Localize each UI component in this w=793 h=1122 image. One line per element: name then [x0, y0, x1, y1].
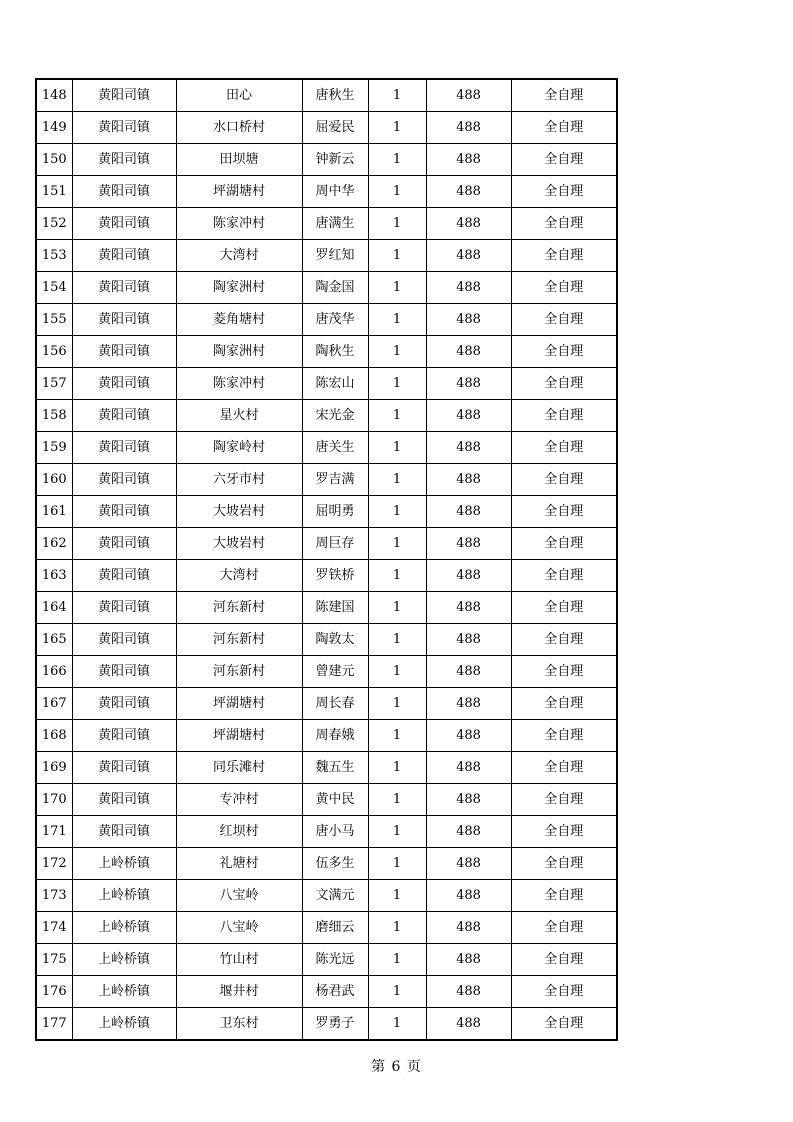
- cell-amount: 488: [426, 336, 511, 368]
- cell-serial-number: 156: [36, 336, 72, 368]
- cell-count: 1: [368, 432, 426, 464]
- cell-town: 黄阳司镇: [72, 656, 176, 688]
- cell-village: 坪湖塘村: [176, 688, 302, 720]
- cell-care-type: 全自理: [511, 528, 617, 560]
- cell-amount: 488: [426, 432, 511, 464]
- cell-serial-number: 170: [36, 784, 72, 816]
- cell-village: 陶家洲村: [176, 336, 302, 368]
- cell-person-name: 陈建国: [302, 592, 368, 624]
- cell-amount: 488: [426, 784, 511, 816]
- cell-count: 1: [368, 752, 426, 784]
- cell-person-name: 唐茂华: [302, 304, 368, 336]
- cell-village: 堰井村: [176, 976, 302, 1008]
- cell-count: 1: [368, 464, 426, 496]
- cell-person-name: 周中华: [302, 176, 368, 208]
- cell-amount: 488: [426, 912, 511, 944]
- cell-count: 1: [368, 912, 426, 944]
- cell-count: 1: [368, 240, 426, 272]
- table-row: [36, 784, 617, 816]
- table-row: [36, 528, 617, 560]
- cell-amount: 488: [426, 272, 511, 304]
- cell-serial-number: 172: [36, 848, 72, 880]
- footer-suffix: 页: [406, 1059, 422, 1075]
- cell-amount: 488: [426, 368, 511, 400]
- cell-person-name: 曾建元: [302, 656, 368, 688]
- cell-town: 黄阳司镇: [72, 624, 176, 656]
- cell-serial-number: 151: [36, 176, 72, 208]
- cell-amount: 488: [426, 656, 511, 688]
- cell-care-type: 全自理: [511, 752, 617, 784]
- table-row: [36, 688, 617, 720]
- cell-town: 黄阳司镇: [72, 240, 176, 272]
- cell-village: 八宝岭: [176, 912, 302, 944]
- cell-serial-number: 175: [36, 944, 72, 976]
- cell-person-name: 唐关生: [302, 432, 368, 464]
- cell-person-name: 罗吉满: [302, 464, 368, 496]
- cell-town: 黄阳司镇: [72, 304, 176, 336]
- cell-serial-number: 153: [36, 240, 72, 272]
- cell-village: 坪湖塘村: [176, 176, 302, 208]
- cell-village: 河东新村: [176, 624, 302, 656]
- cell-amount: 488: [426, 944, 511, 976]
- table-row: [36, 560, 617, 592]
- cell-town: 黄阳司镇: [72, 400, 176, 432]
- table-row: [36, 656, 617, 688]
- cell-care-type: 全自理: [511, 656, 617, 688]
- cell-amount: 488: [426, 528, 511, 560]
- cell-serial-number: 167: [36, 688, 72, 720]
- table-row: [36, 880, 617, 912]
- cell-count: 1: [368, 304, 426, 336]
- cell-count: 1: [368, 688, 426, 720]
- cell-count: 1: [368, 656, 426, 688]
- cell-count: 1: [368, 816, 426, 848]
- cell-serial-number: 164: [36, 592, 72, 624]
- cell-care-type: 全自理: [511, 304, 617, 336]
- cell-serial-number: 148: [36, 79, 72, 112]
- cell-count: 1: [368, 1008, 426, 1041]
- cell-amount: 488: [426, 79, 511, 112]
- cell-amount: 488: [426, 720, 511, 752]
- cell-amount: 488: [426, 240, 511, 272]
- cell-serial-number: 152: [36, 208, 72, 240]
- cell-amount: 488: [426, 496, 511, 528]
- cell-amount: 488: [426, 752, 511, 784]
- cell-count: 1: [368, 560, 426, 592]
- cell-amount: 488: [426, 176, 511, 208]
- footer-prefix: 第: [371, 1059, 387, 1075]
- cell-count: 1: [368, 144, 426, 176]
- cell-person-name: 杨君武: [302, 976, 368, 1008]
- cell-person-name: 陶秋生: [302, 336, 368, 368]
- cell-count: 1: [368, 79, 426, 112]
- cell-count: 1: [368, 720, 426, 752]
- cell-count: 1: [368, 272, 426, 304]
- cell-person-name: 魏五生: [302, 752, 368, 784]
- cell-town: 上岭桥镇: [72, 1008, 176, 1041]
- cell-count: 1: [368, 976, 426, 1008]
- page-number: 6: [391, 1059, 402, 1075]
- cell-village: 礼塘村: [176, 848, 302, 880]
- cell-care-type: 全自理: [511, 848, 617, 880]
- cell-care-type: 全自理: [511, 464, 617, 496]
- table-row: [36, 496, 617, 528]
- cell-count: 1: [368, 784, 426, 816]
- roster-body: [36, 79, 617, 1040]
- cell-serial-number: 169: [36, 752, 72, 784]
- cell-town: 上岭桥镇: [72, 944, 176, 976]
- cell-town: 黄阳司镇: [72, 816, 176, 848]
- cell-care-type: 全自理: [511, 176, 617, 208]
- cell-amount: 488: [426, 112, 511, 144]
- cell-serial-number: 155: [36, 304, 72, 336]
- cell-care-type: 全自理: [511, 208, 617, 240]
- cell-town: 黄阳司镇: [72, 176, 176, 208]
- cell-village: 同乐滩村: [176, 752, 302, 784]
- cell-person-name: 屈爱民: [302, 112, 368, 144]
- cell-serial-number: 177: [36, 1008, 72, 1041]
- table-row: [36, 112, 617, 144]
- cell-town: 黄阳司镇: [72, 112, 176, 144]
- cell-serial-number: 165: [36, 624, 72, 656]
- table-row: [36, 816, 617, 848]
- cell-town: 黄阳司镇: [72, 560, 176, 592]
- cell-person-name: 陈宏山: [302, 368, 368, 400]
- cell-care-type: 全自理: [511, 976, 617, 1008]
- cell-person-name: 周巨存: [302, 528, 368, 560]
- cell-amount: 488: [426, 976, 511, 1008]
- table-row: [36, 272, 617, 304]
- cell-village: 水口桥村: [176, 112, 302, 144]
- cell-serial-number: 163: [36, 560, 72, 592]
- cell-town: 上岭桥镇: [72, 976, 176, 1008]
- cell-village: 专冲村: [176, 784, 302, 816]
- cell-care-type: 全自理: [511, 912, 617, 944]
- cell-town: 黄阳司镇: [72, 144, 176, 176]
- cell-care-type: 全自理: [511, 272, 617, 304]
- cell-count: 1: [368, 624, 426, 656]
- table-row: [36, 464, 617, 496]
- cell-town: 黄阳司镇: [72, 208, 176, 240]
- cell-village: 星火村: [176, 400, 302, 432]
- cell-village: 大坡岩村: [176, 496, 302, 528]
- cell-village: 坪湖塘村: [176, 720, 302, 752]
- cell-village: 田心: [176, 79, 302, 112]
- cell-care-type: 全自理: [511, 944, 617, 976]
- cell-person-name: 周长春: [302, 688, 368, 720]
- table-row: [36, 752, 617, 784]
- cell-person-name: 陶金国: [302, 272, 368, 304]
- cell-town: 黄阳司镇: [72, 79, 176, 112]
- cell-count: 1: [368, 496, 426, 528]
- table-row: [36, 720, 617, 752]
- cell-care-type: 全自理: [511, 880, 617, 912]
- cell-village: 河东新村: [176, 592, 302, 624]
- table-row: [36, 944, 617, 976]
- roster-table: [35, 78, 618, 1041]
- cell-person-name: 陈光远: [302, 944, 368, 976]
- cell-amount: 488: [426, 816, 511, 848]
- cell-care-type: 全自理: [511, 816, 617, 848]
- cell-amount: 488: [426, 144, 511, 176]
- cell-care-type: 全自理: [511, 592, 617, 624]
- cell-person-name: 罗红知: [302, 240, 368, 272]
- cell-village: 六牙市村: [176, 464, 302, 496]
- cell-village: 大坡岩村: [176, 528, 302, 560]
- cell-serial-number: 176: [36, 976, 72, 1008]
- cell-person-name: 唐秋生: [302, 79, 368, 112]
- cell-town: 上岭桥镇: [72, 848, 176, 880]
- cell-person-name: 周春娥: [302, 720, 368, 752]
- cell-village: 河东新村: [176, 656, 302, 688]
- cell-village: 陶家岭村: [176, 432, 302, 464]
- cell-serial-number: 157: [36, 368, 72, 400]
- cell-person-name: 唐满生: [302, 208, 368, 240]
- table-row: [36, 1008, 617, 1041]
- cell-person-name: 罗勇子: [302, 1008, 368, 1041]
- cell-serial-number: 158: [36, 400, 72, 432]
- cell-count: 1: [368, 880, 426, 912]
- cell-serial-number: 149: [36, 112, 72, 144]
- cell-person-name: 陶敦太: [302, 624, 368, 656]
- cell-town: 黄阳司镇: [72, 528, 176, 560]
- cell-town: 黄阳司镇: [72, 592, 176, 624]
- cell-serial-number: 159: [36, 432, 72, 464]
- cell-person-name: 钟新云: [302, 144, 368, 176]
- cell-person-name: 宋光金: [302, 400, 368, 432]
- cell-village: 竹山村: [176, 944, 302, 976]
- cell-care-type: 全自理: [511, 336, 617, 368]
- cell-serial-number: 150: [36, 144, 72, 176]
- table-row: [36, 432, 617, 464]
- cell-amount: 488: [426, 560, 511, 592]
- table-row: [36, 848, 617, 880]
- cell-village: 陈家冲村: [176, 368, 302, 400]
- cell-town: 黄阳司镇: [72, 336, 176, 368]
- table-row: [36, 976, 617, 1008]
- cell-person-name: 黄中民: [302, 784, 368, 816]
- cell-town: 黄阳司镇: [72, 688, 176, 720]
- cell-amount: 488: [426, 624, 511, 656]
- cell-village: 陈家冲村: [176, 208, 302, 240]
- cell-town: 黄阳司镇: [72, 496, 176, 528]
- cell-care-type: 全自理: [511, 240, 617, 272]
- cell-person-name: 磨细云: [302, 912, 368, 944]
- table-row: [36, 624, 617, 656]
- cell-care-type: 全自理: [511, 1008, 617, 1041]
- table-row: [36, 336, 617, 368]
- cell-amount: 488: [426, 464, 511, 496]
- table-row: [36, 368, 617, 400]
- cell-town: 上岭桥镇: [72, 912, 176, 944]
- cell-village: 红坝村: [176, 816, 302, 848]
- cell-count: 1: [368, 368, 426, 400]
- cell-care-type: 全自理: [511, 144, 617, 176]
- cell-town: 黄阳司镇: [72, 432, 176, 464]
- cell-count: 1: [368, 176, 426, 208]
- cell-town: 上岭桥镇: [72, 880, 176, 912]
- table-row: [36, 176, 617, 208]
- cell-care-type: 全自理: [511, 496, 617, 528]
- cell-care-type: 全自理: [511, 784, 617, 816]
- cell-care-type: 全自理: [511, 624, 617, 656]
- cell-village: 陶家洲村: [176, 272, 302, 304]
- cell-village: 菱角塘村: [176, 304, 302, 336]
- cell-amount: 488: [426, 208, 511, 240]
- cell-care-type: 全自理: [511, 720, 617, 752]
- cell-count: 1: [368, 112, 426, 144]
- cell-person-name: 屈明勇: [302, 496, 368, 528]
- table-row: [36, 400, 617, 432]
- cell-town: 黄阳司镇: [72, 272, 176, 304]
- cell-person-name: 罗铁桥: [302, 560, 368, 592]
- cell-count: 1: [368, 208, 426, 240]
- cell-care-type: 全自理: [511, 432, 617, 464]
- cell-care-type: 全自理: [511, 400, 617, 432]
- cell-amount: 488: [426, 848, 511, 880]
- cell-serial-number: 161: [36, 496, 72, 528]
- cell-count: 1: [368, 400, 426, 432]
- cell-village: 八宝岭: [176, 880, 302, 912]
- cell-person-name: 唐小马: [302, 816, 368, 848]
- cell-count: 1: [368, 592, 426, 624]
- cell-serial-number: 171: [36, 816, 72, 848]
- cell-count: 1: [368, 528, 426, 560]
- cell-serial-number: 168: [36, 720, 72, 752]
- cell-care-type: 全自理: [511, 688, 617, 720]
- table-row: [36, 240, 617, 272]
- table-row: [36, 79, 617, 112]
- cell-serial-number: 166: [36, 656, 72, 688]
- cell-serial-number: 174: [36, 912, 72, 944]
- table-row: [36, 304, 617, 336]
- cell-amount: 488: [426, 1008, 511, 1041]
- cell-care-type: 全自理: [511, 560, 617, 592]
- cell-amount: 488: [426, 880, 511, 912]
- cell-amount: 488: [426, 592, 511, 624]
- cell-care-type: 全自理: [511, 112, 617, 144]
- cell-count: 1: [368, 944, 426, 976]
- cell-village: 卫东村: [176, 1008, 302, 1041]
- cell-care-type: 全自理: [511, 79, 617, 112]
- cell-town: 黄阳司镇: [72, 720, 176, 752]
- cell-serial-number: 173: [36, 880, 72, 912]
- cell-person-name: 文满元: [302, 880, 368, 912]
- cell-serial-number: 160: [36, 464, 72, 496]
- cell-amount: 488: [426, 400, 511, 432]
- page-footer: [0, 1056, 793, 1076]
- cell-care-type: 全自理: [511, 368, 617, 400]
- table-row: [36, 912, 617, 944]
- cell-count: 1: [368, 336, 426, 368]
- cell-serial-number: 154: [36, 272, 72, 304]
- cell-amount: 488: [426, 304, 511, 336]
- cell-village: 大湾村: [176, 560, 302, 592]
- table-row: [36, 592, 617, 624]
- cell-village: 大湾村: [176, 240, 302, 272]
- cell-town: 黄阳司镇: [72, 784, 176, 816]
- cell-town: 黄阳司镇: [72, 464, 176, 496]
- cell-town: 黄阳司镇: [72, 368, 176, 400]
- table-row: [36, 144, 617, 176]
- table-row: [36, 208, 617, 240]
- cell-town: 黄阳司镇: [72, 752, 176, 784]
- cell-village: 田坝塘: [176, 144, 302, 176]
- cell-person-name: 伍多生: [302, 848, 368, 880]
- cell-serial-number: 162: [36, 528, 72, 560]
- cell-amount: 488: [426, 688, 511, 720]
- cell-count: 1: [368, 848, 426, 880]
